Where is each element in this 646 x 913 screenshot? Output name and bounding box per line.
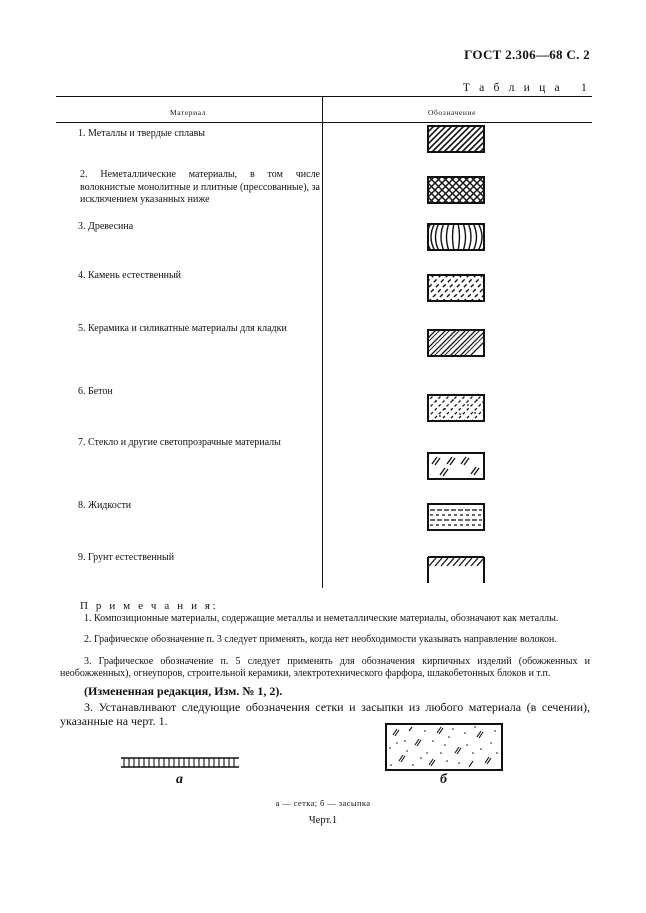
figure-title: Черт.1 [308,815,338,826]
table-column-divider [322,96,323,588]
note-3: 3. Графическое обозначение п. 5 следует применять для обозначения кирпичных изделий (обожженных и необожженных), огнеупоров, строительной керамики, электротехнического фарфора, шлакобетонных блоков и т.п. [60,656,590,679]
wood-symbol [427,223,485,251]
ceramic-symbol [427,329,485,357]
table-row-label: 9. Грунт естественный [78,552,175,563]
mesh-figure [121,756,239,770]
table-row-label: 5. Керамика и силикатные материалы для кладки [78,323,287,334]
table-row-label [80,169,320,207]
note-2: 2. Графическое обозначение п. 3 следует применять, когда нет необходимости указывать направление волокон. [84,634,557,645]
table-row-label: 3. Древесина [78,221,134,232]
figure-label-a: а [176,772,183,787]
liquid-symbol [427,503,485,531]
concrete-symbol [427,394,485,422]
table-row-label: 7. Стекло и другие светопрозрачные материалы [78,437,281,448]
paragraph-3: 3. Устанавливают следующие обозначения сетки и засыпки из любого материала (в сечении), указанные на черт. 1. [60,700,590,728]
figure-label-b: б [440,772,447,787]
page-header: ГОСТ 2.306—68 С. 2 [464,47,590,62]
soil-symbol [427,555,485,583]
table-row-label: 6. Бетон [78,386,113,397]
table-row-label: 1. Металлы и твердые сплавы [78,128,206,139]
notes-title: П р и м е ч а н и я: [80,600,219,612]
note-1: 1. Композиционные материалы, содержащие металлы и неметаллические материалы, обозначают как металлы. [84,613,559,624]
table-row-label: 8. Жидкости [78,500,132,511]
figure-caption: а — сетка; б — засыпка [275,798,371,808]
column-header-designation: Обозначение [428,108,477,117]
glass-symbol [427,452,485,480]
table-header-rule [56,122,592,123]
stone-symbol [427,274,485,302]
backfill-figure [385,723,503,771]
table-top-rule [56,96,592,97]
column-header-material: Материал [170,108,207,117]
table-row-label: 4. Камень естественный [78,270,182,281]
cross-hatch-symbol [427,176,485,204]
row-2-text: 2. Неметаллические материалы, в том числе волокнистые монолитные и плитные (прессованные), за исключением указанных ниже [80,169,320,205]
metal-hatch-symbol [427,125,485,153]
amendment-note: (Измененная редакция, Изм. № 1, 2). [84,684,283,698]
table-caption: Т а б л и ц а 1 [462,82,590,94]
